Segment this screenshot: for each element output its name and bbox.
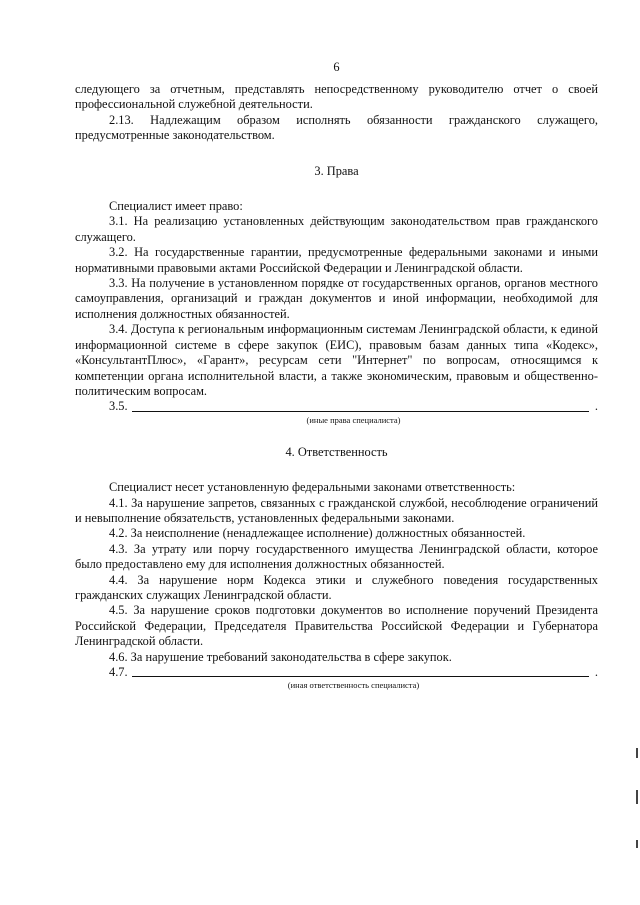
responsibility-item-4-4: 4.4. За нарушение норм Кодекса этики и служебного поведения государственных гражданских служащих Ленинградской области. (75, 572, 598, 602)
scan-edge-mark (636, 748, 638, 758)
responsibility-item-4-1: 4.1. За нарушение запретов, связанных с гражданской службой, несоблюдение ограничений и невыполнение обязательств, установленных федеральными законами. (75, 495, 598, 525)
rights-item-3-4: 3.4. Доступа к региональным информационным системам Ленинградской области, к единой информационной системе в сфере закупок (ЕИС), правовым базам данных типа «Кодекс», «КонсультантПлюс», «Гарант», ресурсам сети "Интернет" по вопросам, относящимся к компетенции органа исполнительной власти, а также экономическим, правовым и общественно-политическим вопросам. (75, 322, 598, 398)
paragraph-continuation: следующего за отчетным, представлять непосредственному руководителю отчет о своей профессиональной служебной деятельности. (75, 82, 598, 112)
rights-item-3-1: 3.1. На реализацию установленных действующим законодательством прав гражданского служащего. (75, 214, 598, 244)
responsibility-item-4-3: 4.3. За утрату или порчу государственного имущества Ленинградской области, которое было предоставлено ему для исполнения должностных обязанностей. (75, 541, 598, 572)
rights-blank-number: 3.5. (109, 399, 128, 414)
rights-blank-line (75, 399, 598, 414)
responsibility-blank-line (75, 665, 598, 680)
paragraph-2-13: 2.13. Надлежащим образом исполнять обязанности гражданского служащего, предусмотренные законодательством. (75, 112, 598, 143)
section-heading-responsibility: 4. Ответственность (285, 444, 388, 459)
rights-lead: Специалист имеет право: (109, 199, 243, 214)
responsibility-blank-end: . (594, 665, 598, 679)
section-heading-rights: 3. Права (314, 163, 359, 178)
rights-blank-end: . (594, 399, 598, 414)
scan-edge-mark (636, 790, 638, 804)
responsibility-lead: Специалист несет установленную федеральными законами ответственность: (109, 480, 516, 495)
responsibility-item-4-6: 4.6. За нарушение требований законодательства в сфере закупок. (109, 649, 452, 664)
rights-item-3-2: 3.2. На государственные гарантии, предусмотренные федеральными законами и иными нормативными правовыми актами Российской Федерации и Ленинградской области. (75, 245, 598, 275)
responsibility-blank-number: 4.7. (109, 665, 128, 679)
responsibility-item-4-2: 4.2. За неисполнение (ненадлежащее исполнение) должностных обязанностей. (109, 526, 526, 541)
responsibility-blank-hint: (иная ответственность специалиста) (287, 680, 420, 691)
fill-in-rule (132, 675, 589, 677)
fill-in-rule (132, 410, 589, 412)
rights-blank-hint: (иные права специалиста) (306, 414, 401, 425)
rights-item-3-3: 3.3. На получение в установленном порядке от государственных органов, органов местного самоуправления, организаций и граждан документов и иной информации, необходимой для исполнения должностных обязанностей. (75, 276, 598, 321)
page-number: 6 (333, 60, 340, 74)
scan-edge-mark (636, 840, 638, 848)
responsibility-item-4-5: 4.5. За нарушение сроков подготовки документов во исполнение поручений Президента Российской Федерации, Председателя Правительства Российской Федерации и Губернатора Ленинградской области. (75, 603, 598, 649)
